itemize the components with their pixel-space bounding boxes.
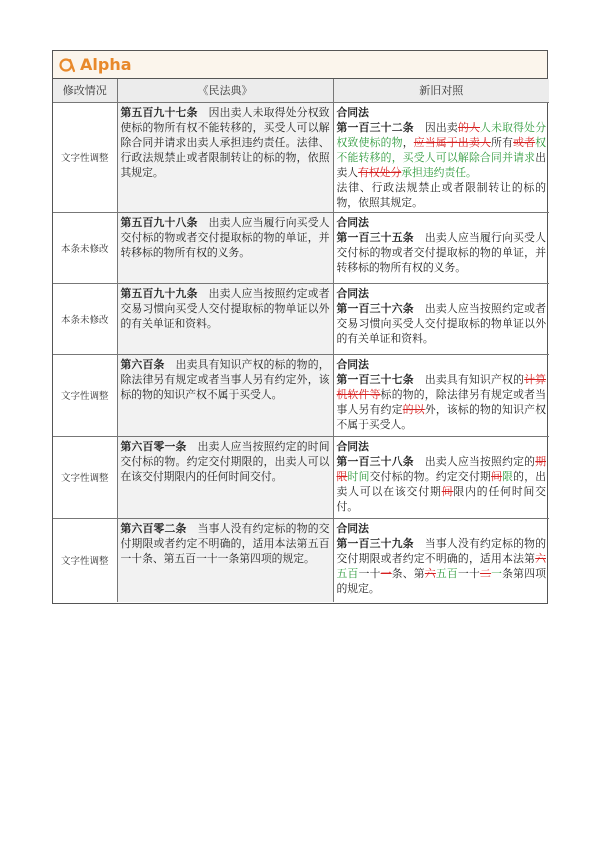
article-number: 第六百零二条: [120, 521, 187, 535]
row-status: 文字性调整: [53, 354, 117, 436]
table-row: [53, 354, 549, 436]
table-row: [53, 283, 549, 354]
old-article-number: 第一百三十九条: [336, 536, 414, 550]
article-text: 当事人没有约定标的物的交付期限或者约定不明确的，适用本法第五百一十条、第五百一十一条第四项的规定。: [120, 521, 330, 565]
unchanged-text: 出卖人: [336, 150, 546, 179]
civil-code-article: [117, 518, 333, 602]
old-law-name: 合同法: [336, 105, 369, 119]
unchanged-text: 出卖人应当履行向买受人交付标的物或者交付提取标的物的单证，并转移标的物所有权的义务。: [336, 230, 547, 274]
inserted-text: 人未取得处分权致使标的物: [336, 120, 547, 149]
unchanged-text: 外，该标的物的知识产权不属于买受人。: [336, 402, 546, 431]
inserted-text: 五百: [435, 566, 458, 580]
unchanged-text: 的，出卖人可以在该交付期: [336, 469, 547, 498]
table-row: [53, 436, 549, 518]
inserted-text: 一: [491, 566, 503, 580]
old-new-comparison: [333, 212, 549, 283]
article-number: 第六百条: [120, 357, 165, 371]
inserted-text: 限: [502, 469, 514, 483]
unchanged-text: 条、第: [391, 566, 425, 580]
unchanged-text: 法律、行政法规禁止或者限制转让的标的物，依照其规定。: [336, 180, 546, 209]
civil-code-article: [117, 436, 333, 518]
deleted-text: 间: [441, 484, 454, 498]
comparison-document: [52, 50, 548, 604]
unchanged-text: 一十: [358, 566, 381, 580]
unchanged-text: 条第四项的规定。: [336, 566, 547, 595]
old-law-name: 合同法: [336, 286, 369, 300]
old-law-name: 合同法: [336, 215, 369, 229]
unchanged-text: 一十: [457, 566, 481, 580]
row-status: 文字性调整: [53, 102, 117, 212]
article-text: 出卖人应当按照约定的时间交付标的物。约定交付期限的，出卖人可以在该交付期限内的任何时间交付。: [120, 439, 330, 483]
unchanged-text: 限内的任何时间交付。: [336, 484, 547, 513]
unchanged-text: 所有: [491, 135, 514, 149]
table-header-row: [53, 79, 549, 102]
deleted-text: 的以: [402, 402, 425, 416]
brand-logo: [59, 55, 132, 74]
old-new-comparison: [333, 518, 549, 602]
row-status: 本条未修改: [53, 283, 117, 354]
old-article-number: 第一百三十八条: [336, 454, 414, 468]
old-law-name: 合同法: [336, 521, 369, 535]
brand-name: Alpha: [80, 55, 132, 74]
deleted-text: 六: [424, 566, 436, 580]
old-law-name: 合同法: [336, 439, 369, 453]
unchanged-text: 因出卖: [424, 120, 458, 134]
alpha-logo-icon: [59, 57, 76, 73]
deleted-text: 或者: [513, 135, 536, 149]
inserted-text: 权不能转移的，买受人可以解除合同并请求: [336, 135, 547, 164]
unchanged-text: 出卖人应当按照约定的: [424, 454, 536, 468]
table-row: [53, 518, 549, 602]
unchanged-text: ，: [402, 135, 414, 149]
inserted-text: 五百: [336, 566, 359, 580]
civil-code-article: [117, 212, 333, 283]
deleted-text: 间: [491, 469, 503, 483]
article-number: 第五百九十九条: [120, 286, 198, 300]
article-number: 第五百九十七条: [120, 105, 198, 119]
old-article-number: 第一百三十七条: [336, 372, 414, 386]
deleted-text: 二: [480, 566, 492, 580]
old-article-number: 第一百三十二条: [336, 120, 414, 134]
header-code: 《民法典》: [117, 79, 333, 102]
civil-code-article: [117, 283, 333, 354]
article-number: 第五百九十八条: [120, 215, 198, 229]
inserted-text: 时间: [347, 469, 370, 483]
old-new-comparison: [333, 354, 549, 436]
civil-code-article: [117, 102, 333, 212]
inserted-text: 承担违约责任。: [401, 165, 477, 179]
unchanged-text: 交付标的物。约定交付期: [369, 469, 492, 483]
old-law-name: 合同法: [336, 357, 369, 371]
header-compare: 新旧对照: [333, 79, 549, 102]
unchanged-text: 标的物的，除法律另有规定或者当事人另有约定: [336, 387, 546, 416]
civil-code-article: [117, 354, 333, 436]
old-article-number: 第一百三十五条: [336, 230, 414, 244]
table-row: [53, 212, 549, 283]
deleted-text: 一: [380, 566, 392, 580]
deleted-text: 应当属于出卖人: [413, 135, 492, 149]
deleted-text: 的人: [457, 120, 481, 134]
article-text: 出卖人应当按照约定或者交易习惯向买受人交付提取标的物单证以外的有关单证和资料。: [120, 286, 330, 330]
deleted-text: 有权处分: [358, 165, 402, 179]
unchanged-text: 出卖人应当按照约定或者交易习惯向买受人交付提取标的物单证以外的有关单证和资料。: [336, 301, 547, 345]
article-number: 第六百零一条: [120, 439, 187, 453]
brand-bar: [53, 51, 547, 79]
old-article-number: 第一百三十六条: [336, 301, 414, 315]
row-status: 文字性调整: [53, 436, 117, 518]
table-row: [53, 102, 549, 212]
article-text: 因出卖人未取得处分权致使标的物所有权不能转移的，买受人可以解除合同并请求出卖人承担违约责任。法律、行政法规禁止或者限制转让的标的物，依照其规定。: [120, 105, 330, 179]
deleted-text: 六: [535, 551, 546, 565]
old-new-comparison: [333, 436, 549, 518]
row-status: 本条未修改: [53, 212, 117, 283]
old-new-comparison: [333, 102, 549, 212]
deleted-text: 计算机软件等: [336, 372, 547, 401]
header-status: 修改情况: [53, 79, 117, 102]
comparison-table: [53, 79, 549, 602]
unchanged-text: 当事人没有约定标的物的交付期限或者约定不明确的，适用本法第: [336, 536, 547, 565]
article-text: 出卖具有知识产权的标的物的，除法律另有规定或者当事人另有约定外，该标的物的知识产权不属于买受人。: [120, 357, 330, 401]
article-text: 出卖人应当履行向买受人交付标的物或者交付提取标的物的单证，并转移标的物所有权的义务。: [120, 215, 330, 259]
row-status: 文字性调整: [53, 518, 117, 602]
unchanged-text: 出卖具有知识产权的: [424, 372, 525, 386]
deleted-text: 期限: [336, 454, 547, 483]
old-new-comparison: [333, 283, 549, 354]
